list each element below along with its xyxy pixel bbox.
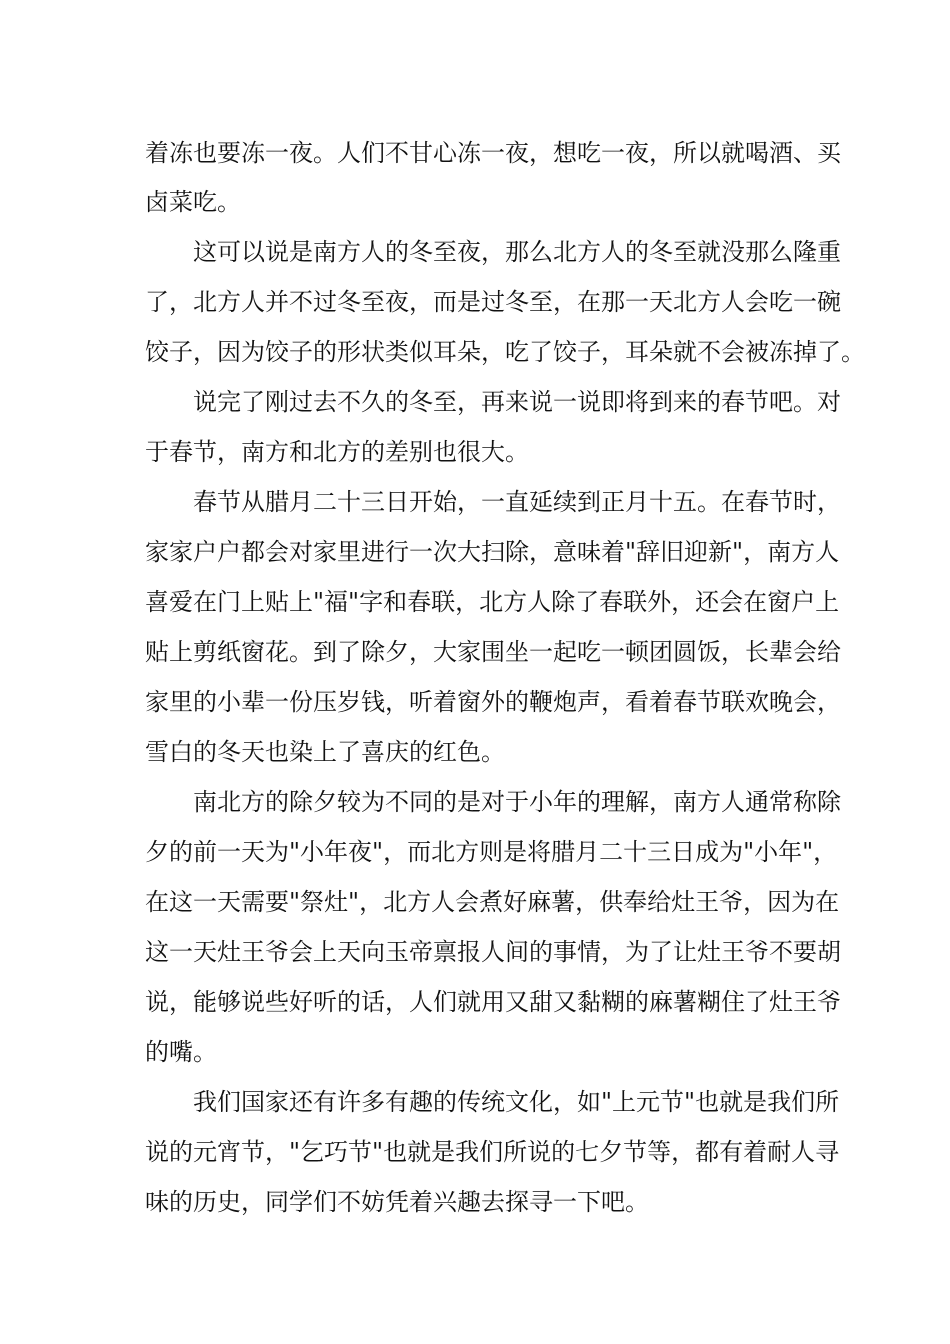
text-line: 着冻也要冻一夜。人们不甘心冻一夜，想吃一夜，所以就喝酒、买 <box>145 139 841 167</box>
paragraph-first-line: 这可以说是南方人的冬至夜，那么北方人的冬至就没那么隆重 <box>193 238 841 266</box>
text-line: 说，能够说些好听的话，人们就用又甜又黏糊的麻薯糊住了灶王爷 <box>145 988 841 1016</box>
paragraph-first-line: 说完了刚过去不久的冬至，再来说一说即将到来的春节吧。对 <box>193 388 841 416</box>
text-line: 的嘴。 <box>145 1038 217 1066</box>
text-line: 卤菜吃。 <box>145 188 241 216</box>
text-line: 喜爱在门上贴上"福"字和春联，北方人除了春联外，还会在窗户上 <box>145 588 840 616</box>
paragraph-first-line: 春节从腊月二十三日开始，一直延续到正月十五。在春节时， <box>193 488 841 516</box>
text-line: 味的历史，同学们不妨凭着兴趣去探寻一下吧。 <box>145 1188 649 1216</box>
text-line: 这一天灶王爷会上天向玉帝禀报人间的事情，为了让灶王爷不要胡 <box>145 938 841 966</box>
paragraph-first-line: 南北方的除夕较为不同的是对于小年的理解，南方人通常称除 <box>193 788 841 816</box>
text-line: 在这一天需要"祭灶"，北方人会煮好麻薯，供奉给灶王爷，因为在 <box>145 888 840 916</box>
text-line: 夕的前一天为"小年夜"，而北方则是将腊月二十三日成为"小年"， <box>145 838 838 866</box>
text-line: 贴上剪纸窗花。到了除夕，大家围坐一起吃一顿团圆饭，长辈会给 <box>145 638 841 666</box>
text-line: 饺子，因为饺子的形状类似耳朵，吃了饺子，耳朵就不会被冻掉了。 <box>145 338 865 366</box>
text-line: 家家户户都会对家里进行一次大扫除，意味着"辞旧迎新"，南方人 <box>145 538 840 566</box>
text-line: 说的元宵节，"乞巧节"也就是我们所说的七夕节等，都有着耐人寻 <box>145 1138 840 1166</box>
text-line: 雪白的冬天也染上了喜庆的红色。 <box>145 738 505 766</box>
text-line: 了，北方人并不过冬至夜，而是过冬至，在那一天北方人会吃一碗 <box>145 288 841 316</box>
paragraph-first-line: 我们国家还有许多有趣的传统文化，如"上元节"也就是我们所 <box>193 1088 840 1116</box>
text-line: 家里的小辈一份压岁钱，听着窗外的鞭炮声，看着春节联欢晚会， <box>145 688 841 716</box>
text-line: 于春节，南方和北方的差别也很大。 <box>145 438 529 466</box>
